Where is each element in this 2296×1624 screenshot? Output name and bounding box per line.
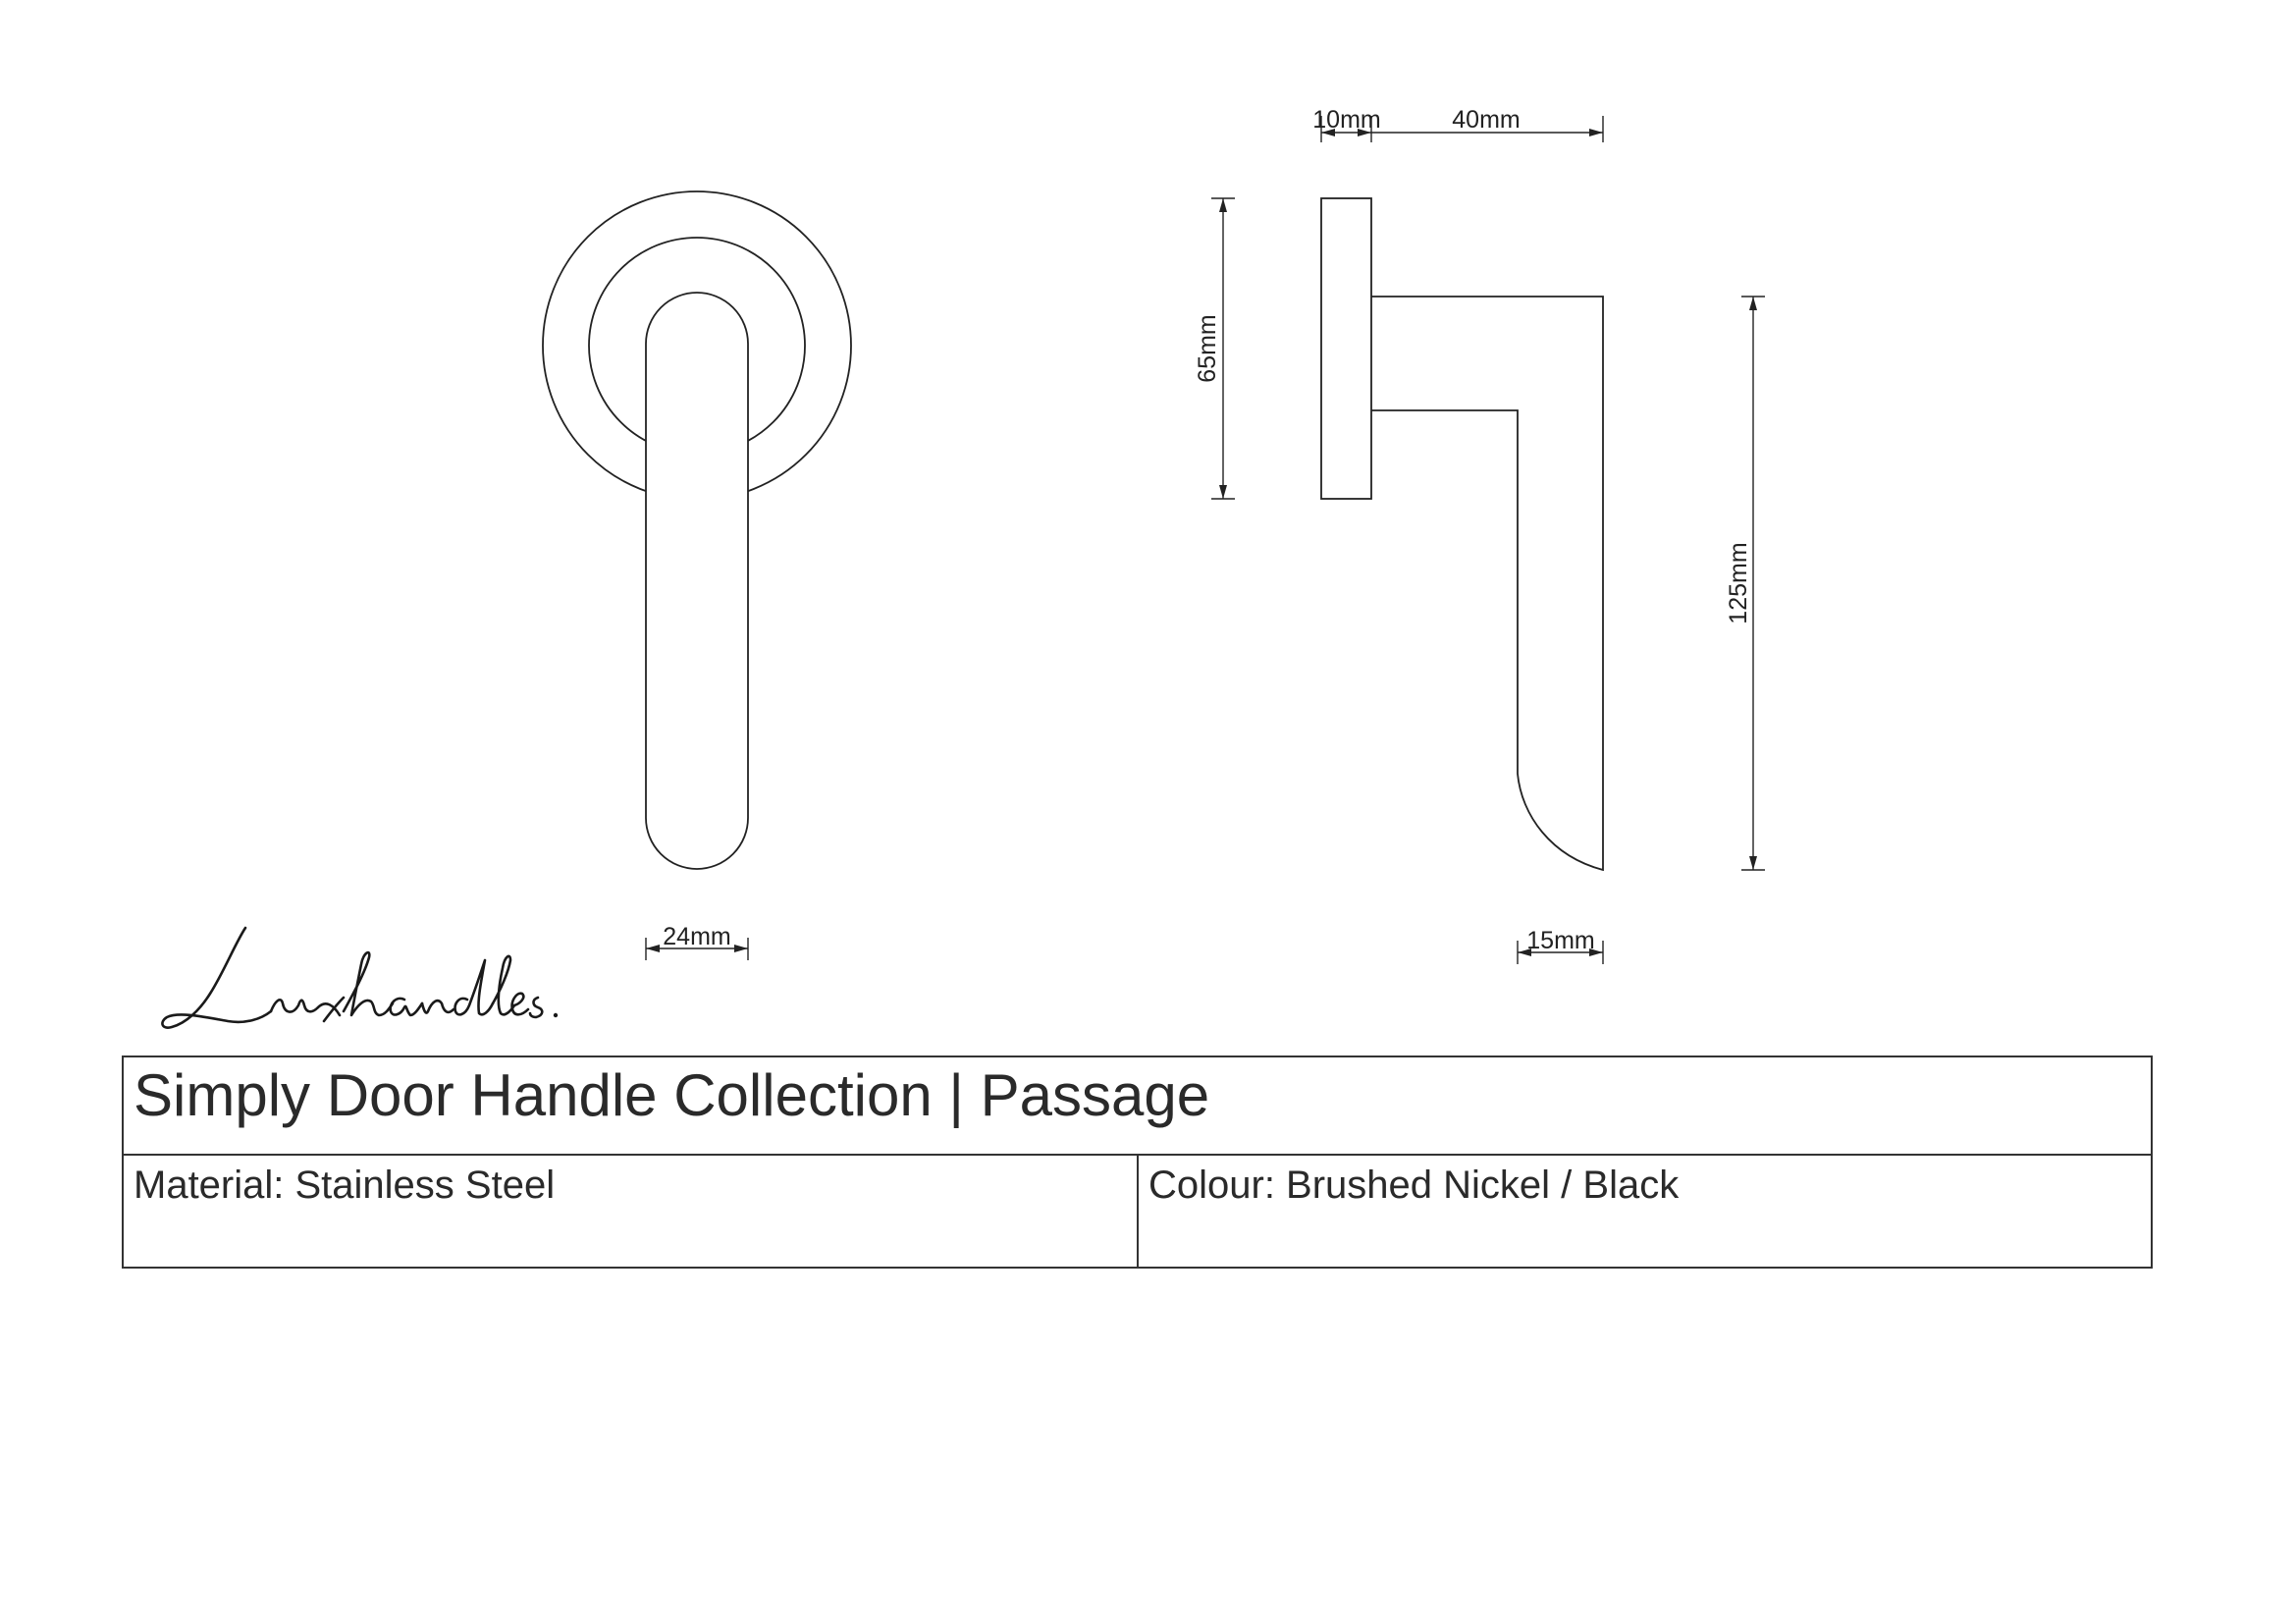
side-view [1194, 106, 1765, 964]
dimension-lever-length [1725, 297, 1765, 870]
dimension-front-width [646, 923, 748, 960]
dimension-front-width-label: 24mm [663, 923, 731, 950]
colour-cell [1139, 1156, 2151, 1269]
dimension-lever-length-label: 125mm [1725, 542, 1752, 624]
info-row [124, 1156, 2151, 1269]
dimension-rose-height [1194, 198, 1235, 499]
dimension-rose-thickness-label: 10mm [1312, 106, 1381, 134]
front-view [543, 191, 851, 960]
material-text: Material: Stainless Steel [133, 1164, 556, 1207]
lever-front-outline [646, 293, 748, 869]
material-cell [124, 1156, 1139, 1269]
dimension-projection-label: 40mm [1452, 106, 1521, 134]
dimension-lever-thickness-label: 15mm [1526, 927, 1595, 954]
dimension-rose-thickness [1312, 106, 1380, 142]
lever-side-outline [1371, 297, 1603, 870]
dimension-rose-height-label: 65mm [1194, 314, 1221, 383]
product-title: Simply Door Handle Collection | Passage [133, 1062, 1210, 1128]
dimension-projection [1371, 106, 1603, 142]
dimension-lever-thickness [1518, 927, 1603, 964]
title-row [124, 1057, 2151, 1156]
luxhandles-signature-logo [162, 928, 558, 1028]
colour-text: Colour: Brushed Nickel / Black [1148, 1164, 1680, 1207]
rose-side-plate [1321, 198, 1371, 499]
title-block [122, 1056, 2153, 1269]
